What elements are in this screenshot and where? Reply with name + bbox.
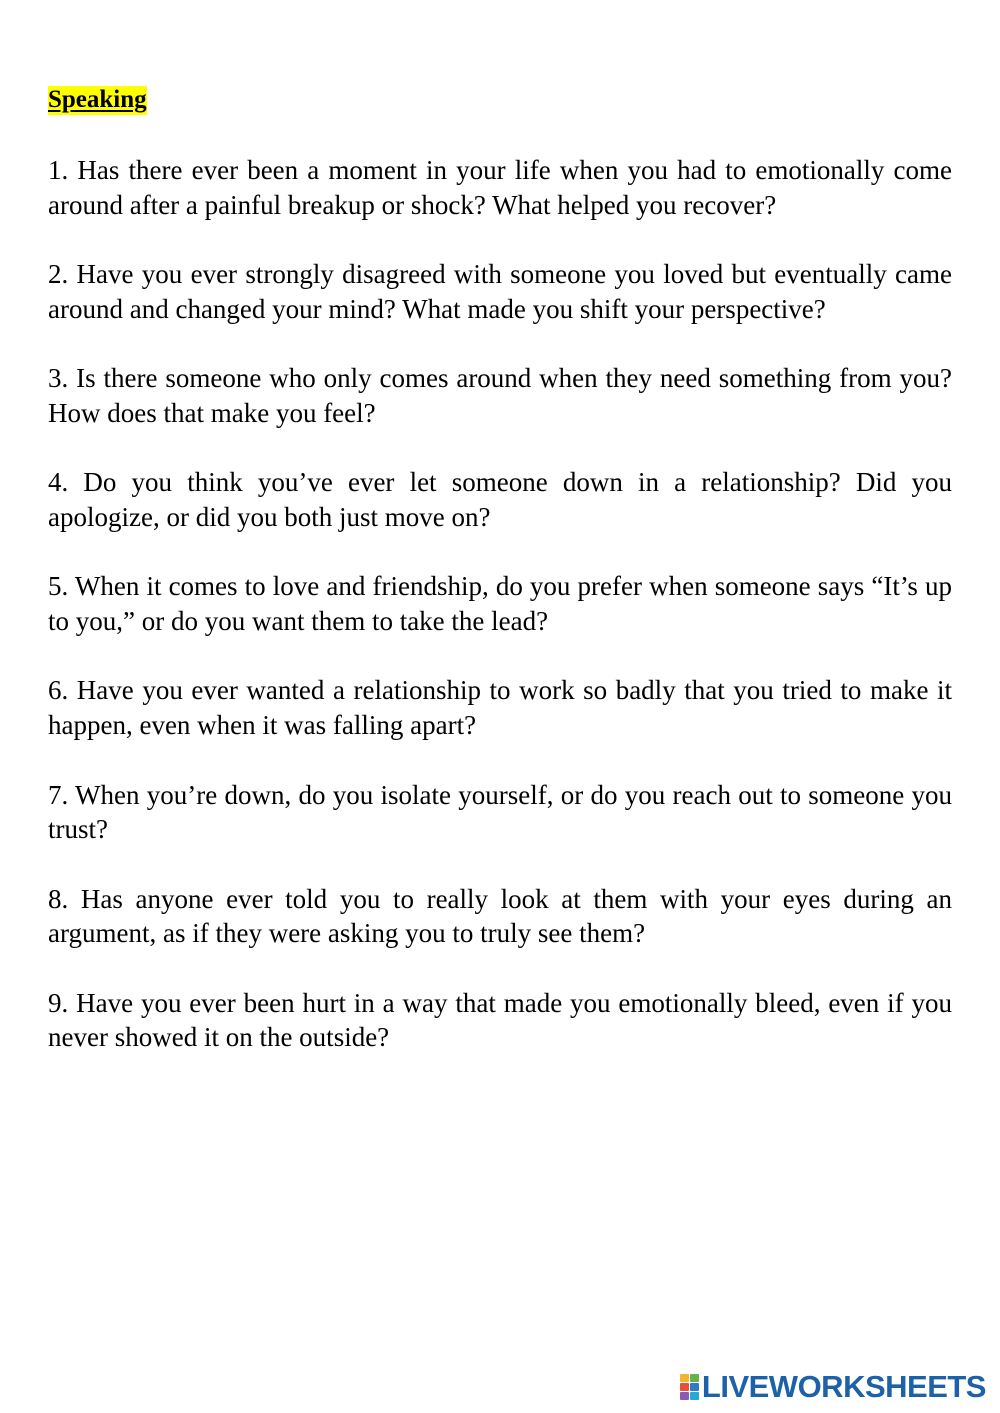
liveworksheets-logo [680,1367,986,1407]
question-item: 2. Have you ever strongly disagreed with someone you loved but eventually came around and changed your mind? What made you shift your perspective? [48,259,952,324]
liveworksheets-logo-icon [680,1374,700,1400]
logo-tile [690,1374,699,1382]
section-heading-text: Speaking [48,86,147,113]
logo-tile [690,1392,699,1400]
question-item: 7. When you’re down, do you isolate yourself, or do you reach out to someone you trust? [48,779,952,845]
question-item: 1. Has there ever been a moment in your life when you had to emotionally come around after a painful breakup or shock? What helped you recover? [48,155,952,220]
question-item: 4. Do you think you’ve ever let someone down in a relationship? Did you apologize, or did you both just move on? [48,467,952,532]
section-heading [48,83,147,117]
question-item: 5. When it comes to love and friendship, do you prefer when someone says “It’s up to you,” or do you want them to take the lead? [48,571,952,637]
question-list [48,153,952,1090]
question-item: 8. Has anyone ever told you to really look at them with your eyes during an argument, as if they were asking you to truly see them? [48,883,952,949]
logo-tile [680,1383,689,1391]
logo-tile [680,1374,689,1382]
liveworksheets-logo-text: LIVEWORKSHEETS [701,1369,986,1404]
question-item: 9. Have you ever been hurt in a way that made you emotionally bleed, even if you never showed it on the outside? [48,987,952,1053]
logo-tile [690,1383,699,1391]
question-item: 6. Have you ever wanted a relationship to work so badly that you tried to make it happen, even when it was falling apart? [48,675,952,741]
question-item: 3. Is there someone who only comes around when they need something from you? How does that make you feel? [48,363,952,428]
logo-tile [680,1392,689,1400]
